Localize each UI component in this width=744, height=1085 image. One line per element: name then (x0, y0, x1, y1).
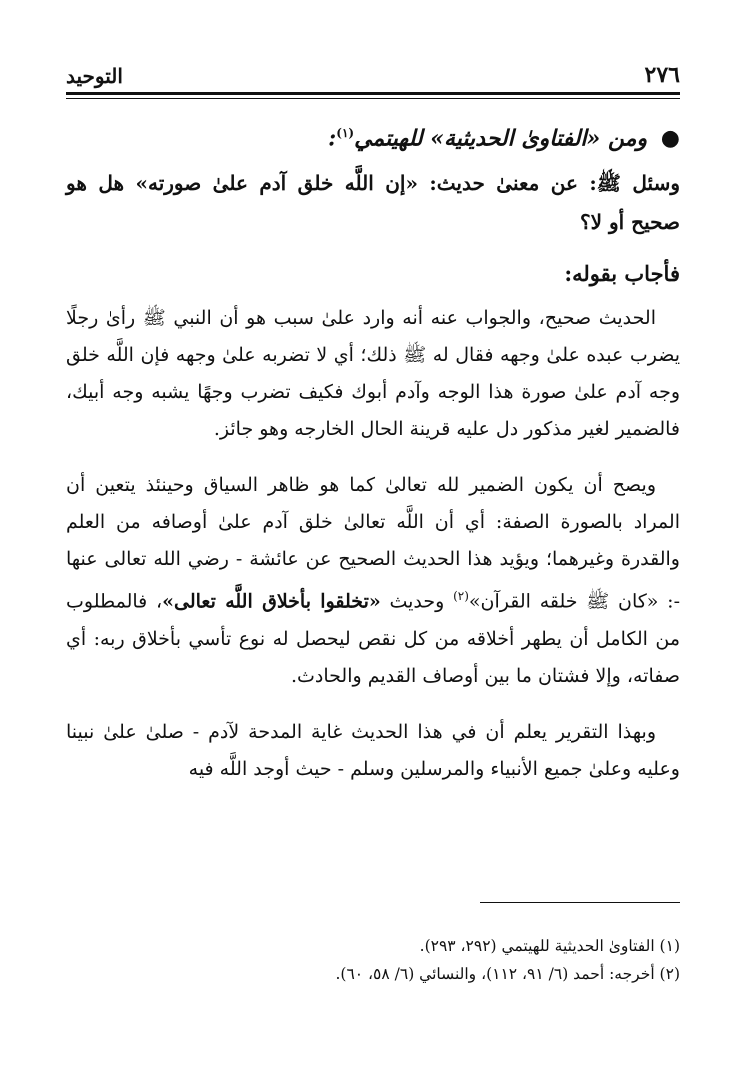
footnote-2: (٢) أخرجه: أحمد (٦/ ٩١، ١١٢)، والنسائي (٦/ ٥٨، ٦٠). (335, 965, 680, 983)
heading-author: للهيتمي (354, 125, 423, 152)
running-header (66, 58, 680, 88)
footnote-ref-1: (١) (336, 126, 355, 140)
paragraph-2 (66, 467, 680, 694)
footnotes (66, 932, 680, 988)
page (66, 58, 680, 983)
header-rule-thick (66, 92, 680, 95)
heading-prefix: ومن (607, 125, 648, 152)
paragraph-2-b: وحديث (380, 590, 454, 613)
footnote-ref-2: (٢) (453, 589, 469, 604)
paragraph-3: وبهذا التقرير يعلم أن في هذا الحديث غاية المدحة لآدم - صلىٰ علىٰ نبينا وعليه وعلىٰ جميع الأنبياء والمرسلين وسلم - حيث أوجد اللَّه فيه (66, 720, 680, 780)
running-title: التوحيد (66, 64, 123, 88)
heading-colon: : (328, 125, 337, 152)
question: وسئل ﷺ: عن معنىٰ حديث: «إن اللَّه خلق آدم علىٰ صورته» هل هو صحيح أو لا؟ (66, 171, 680, 235)
bullet-icon: ● (660, 125, 680, 152)
page-number: ٢٧٦ (644, 62, 680, 88)
answer-intro: فأجاب بقوله: (564, 261, 680, 287)
section-heading (66, 113, 680, 158)
heading-book: «الفتاوىٰ الحديثية» (430, 125, 601, 152)
paragraph-2-a: ويصح أن يكون الضمير لله تعالىٰ كما هو ظاهر السياق وحينئذ يتعين أن المراد بالصورة الصفة: أي أن اللَّه تعالىٰ خلق آدم علىٰ أوصافه من العلم والقدرة وغيرهما؛ ويؤيد هذا الحديث الصحيح عن عائشة - رضي الله تعالى عنها -: «كان ﷺ خلقه القرآن» (66, 474, 680, 613)
paragraph-2-c: ، فالمطلوب من الكامل أن يطهر أخلاقه من كل نقص ليحصل له نوع تأسي بأخلاق ربه: أي صفاته، وإلا فشتان ما بين أوصاف القديم والحادث. (66, 590, 680, 687)
footnote-1: (١) الفتاوىٰ الحديثية للهيتمي (٢٩٢، ٢٩٣). (419, 937, 680, 955)
paragraph-1: الحديث صحيح، والجواب عنه أنه وارد علىٰ سبب هو أن النبي ﷺ رأىٰ رجلًا يضرب عبده علىٰ وجهه فقال له ﷺ ذلك؛ أي لا تضربه علىٰ وجهه فإن اللَّه خلق وجه آدم علىٰ صورة هذا الوجه وآدم أبوك فكيف تضرب وجهًا يشبه وجه أبيك، فالضمير لغير مذكور دل عليه قرينة الحال الخارجه وهو جائز. (66, 307, 680, 441)
paragraph-2-bold: «تخلقوا بأخلاق اللَّه تعالى» (162, 590, 381, 613)
header-rule-thin (66, 98, 680, 99)
footnote-rule (480, 902, 680, 903)
